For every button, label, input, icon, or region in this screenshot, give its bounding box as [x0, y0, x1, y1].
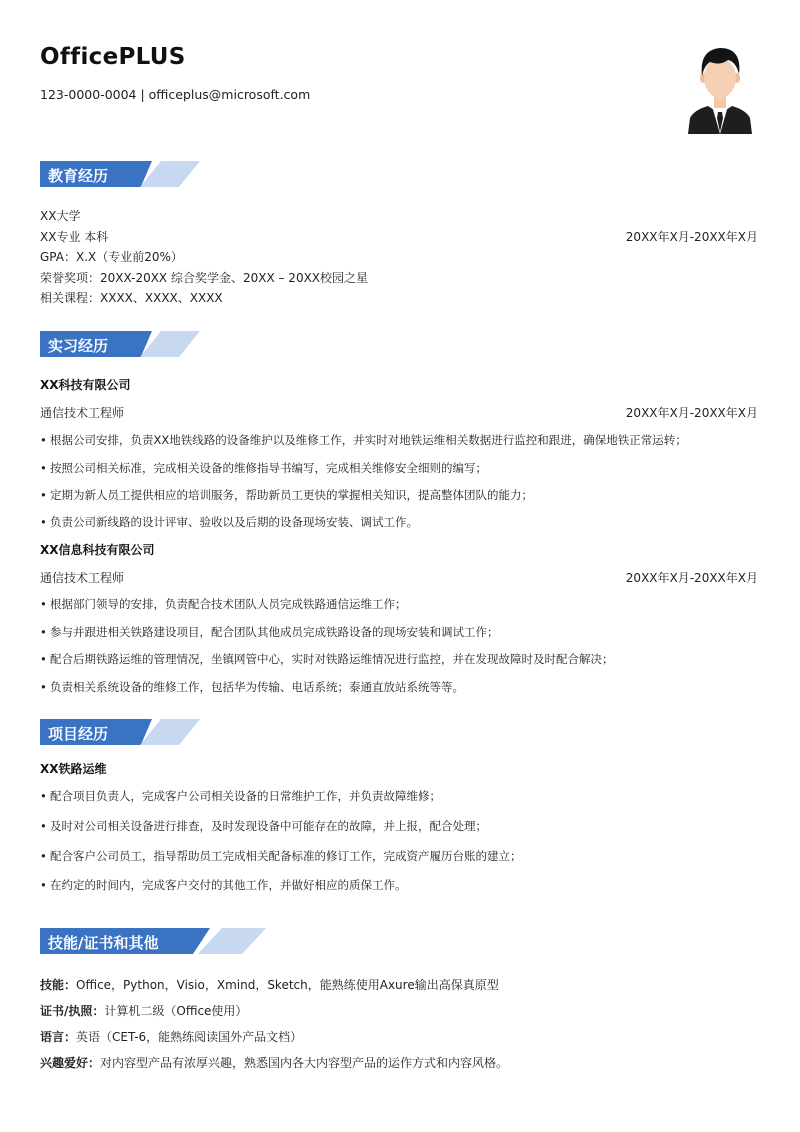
list-item: • 负责相关系统设备的维修工作，包括华为传输、电话系统；泰通直放站系统等等。 — [40, 680, 464, 694]
company-name: XX信息科技有限公司 — [40, 543, 155, 557]
list-item: • 根据部门领导的安排，负责配合技术团队人员完成铁路通信运维工作； — [40, 597, 407, 611]
job-role: 通信技术工程师 — [40, 571, 125, 585]
job-period: 20XX年X月-20XX年X月 — [625, 406, 758, 420]
list-item: • 配合客户公司员工，指导帮助员工完成相关配备标准的修订工作，完成资产履历台账的建立； — [40, 849, 522, 863]
language-item: 语言：英语（CET-6，能熟练阅读国外产品文档） — [40, 1030, 303, 1044]
list-item: • 配合后期铁路运维的管理情况，坐镇网管中心，实时对铁路运维情况进行监控，并在发现故障时及时配合解决； — [40, 652, 614, 666]
job-period: 20XX年X月-20XX年X月 — [625, 571, 758, 585]
section-title: 项目经历 — [48, 725, 109, 743]
section-project-header — [40, 719, 280, 745]
section-education-header — [40, 161, 280, 187]
section-title: 教育经历 — [48, 167, 109, 185]
section-internship-header — [40, 331, 280, 357]
courses: 相关课程：XXXX、XXXX、XXXX — [40, 291, 223, 305]
list-item: • 定期为新人员工提供相应的培训服务，帮助新员工更快的掌握相关知识，提高整体团队的能力； — [40, 488, 533, 502]
contact-info: 123-0000-0004 | officeplus@microsoft.com — [40, 87, 311, 102]
list-item: • 按照公司相关标准，完成相关设备的维修指导书编写，完成相关维修安全细则的编写； — [40, 461, 487, 475]
honors: 荣誉奖项：20XX-20XX 综合奖学金、20XX – 20XX校园之星 — [40, 271, 369, 285]
avatar — [684, 40, 756, 134]
company-name: XX科技有限公司 — [40, 378, 131, 392]
certificate-item: 证书/执照：计算机二级（Office使用） — [40, 1004, 248, 1018]
list-item: • 负责公司新线路的设计评审、验收以及后期的设备现场安装、调试工作。 — [40, 515, 418, 529]
list-item: • 配合项目负责人，完成客户公司相关设备的日常维护工作，并负责故障维修； — [40, 789, 441, 803]
list-item: • 参与并跟进相关铁路建设项目，配合团队其他成员完成铁路设备的现场安装和调试工作； — [40, 625, 499, 639]
job-role: 通信技术工程师 — [40, 406, 125, 420]
hobby-item: 兴趣爱好：对内容型产品有浓厚兴趣，熟悉国内各大内容型产品的运作方式和内容风格。 — [40, 1056, 509, 1070]
section-skills-header — [40, 928, 280, 954]
list-item: • 根据公司安排，负责XX地铁线路的设备维护以及维修工作，并实时对地铁运维相关数据进行监控和跟进，确保地铁正常运转； — [40, 433, 687, 447]
project-name: XX铁路运维 — [40, 762, 107, 776]
skill-item: 技能：Office，Python，Visio，Xmind，Sketch，能熟练使用Axure输出高保真原型 — [40, 978, 499, 992]
gpa: GPA：X.X（专业前20%） — [40, 250, 183, 264]
major: XX专业 本科 — [40, 230, 109, 244]
education-period: 20XX年X月-20XX年X月 — [625, 230, 758, 244]
candidate-name: OfficePLUS — [40, 44, 186, 70]
section-title: 技能/证书和其他 — [48, 934, 159, 952]
school-name: XX大学 — [40, 209, 81, 223]
section-title: 实习经历 — [48, 337, 109, 355]
list-item: • 及时对公司相关设备进行排查，及时发现设备中可能存在的故障，并上报，配合处理； — [40, 819, 487, 833]
list-item: • 在约定的时间内，完成客户交付的其他工作，并做好相应的质保工作。 — [40, 878, 407, 892]
